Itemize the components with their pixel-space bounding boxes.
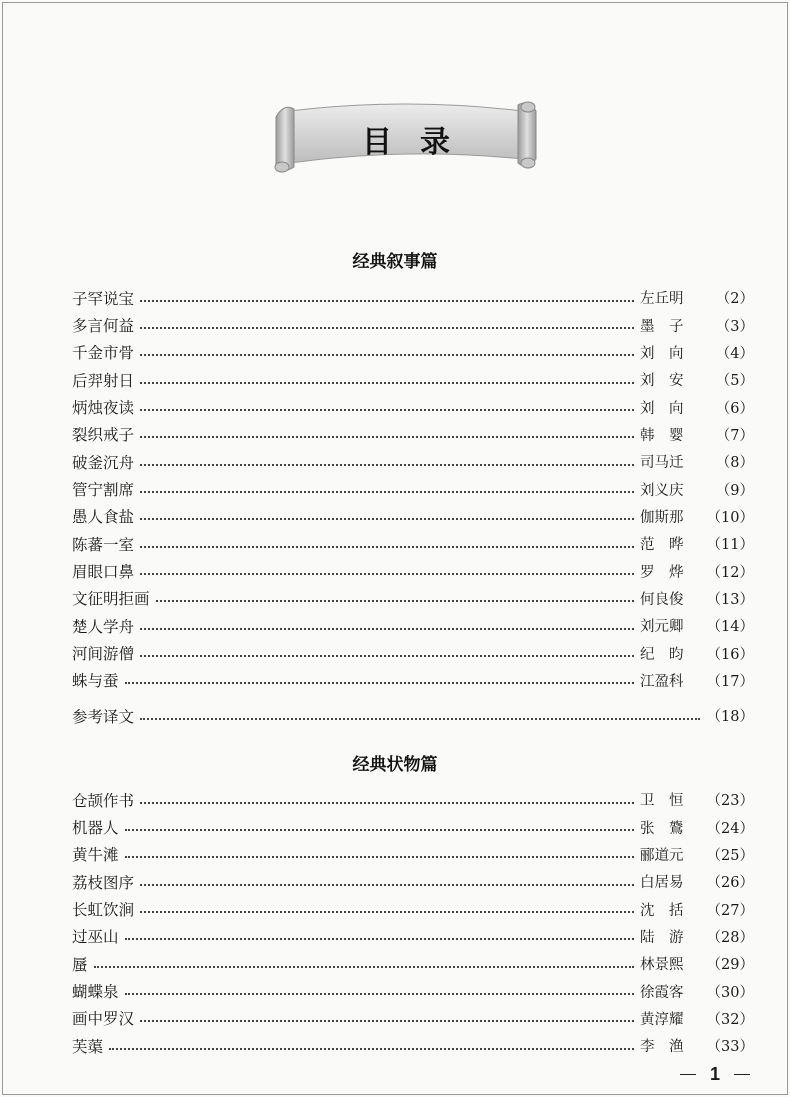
heading-scroll-banner [270, 97, 542, 177]
toc-list-narrative [72, 284, 754, 730]
entry-author: 韩 婴 [640, 427, 684, 444]
toc-list-descriptive [72, 786, 754, 1059]
entry-title: 过巫山 [72, 928, 119, 947]
toc-entry[interactable] [72, 950, 754, 977]
entry-page: （26） [706, 875, 754, 892]
entry-author: 黄淳耀 [640, 1011, 684, 1028]
entry-title: 后羿射日 [72, 371, 135, 390]
section-title-descriptive: 经典状物篇 [352, 755, 438, 775]
entry-author: 陆 游 [640, 929, 684, 946]
dot-leader [125, 856, 634, 858]
toc-entry[interactable] [72, 786, 754, 813]
entry-author: 刘 向 [640, 400, 684, 417]
entry-title: 画中罗汉 [72, 1010, 135, 1029]
dot-leader [140, 518, 634, 520]
dot-leader [140, 546, 634, 548]
toc-entry[interactable] [72, 667, 754, 694]
dot-leader [140, 409, 634, 411]
toc-entry[interactable] [72, 530, 754, 557]
toc-entry[interactable] [72, 1032, 754, 1059]
dot-leader [140, 300, 634, 302]
toc-entry[interactable] [72, 503, 754, 530]
toc-entry-reference[interactable] [72, 702, 754, 729]
entry-author: 李 渔 [640, 1039, 684, 1056]
toc-entry[interactable] [72, 639, 754, 666]
dot-leader [125, 829, 634, 831]
toc-entry[interactable] [72, 895, 754, 922]
entry-page: （13） [706, 591, 754, 608]
dot-leader [94, 966, 634, 968]
entry-title: 长虹饮涧 [72, 901, 135, 920]
entry-author: 刘元卿 [640, 619, 684, 636]
entry-title: 荔枝图序 [72, 873, 135, 892]
dot-leader [140, 1020, 634, 1022]
entry-page: （32） [706, 1011, 754, 1028]
entry-page: （25） [706, 847, 754, 864]
entry-title: 愚人食盐 [72, 508, 135, 527]
entry-title: 管宁割席 [72, 481, 135, 500]
entry-title: 蜃 [72, 955, 88, 974]
entry-page: （10） [706, 509, 754, 526]
entry-title: 眉眼口鼻 [72, 563, 135, 582]
dot-leader [125, 682, 634, 684]
page-title: 目录 [362, 125, 478, 160]
dot-leader [140, 464, 634, 466]
dot-leader [109, 1048, 634, 1050]
toc-entry[interactable] [72, 868, 754, 895]
dot-leader [140, 718, 700, 720]
entry-page: （30） [706, 984, 754, 1001]
entry-author: 何良俊 [640, 591, 684, 608]
entry-title: 河间游僧 [72, 645, 135, 664]
entry-author: 司马迁 [640, 455, 684, 472]
entry-title: 参考译文 [72, 707, 135, 726]
toc-entry[interactable] [72, 475, 754, 502]
entry-author: 徐霞客 [640, 984, 684, 1001]
entry-author: 刘 安 [640, 373, 684, 390]
entry-title: 子罕说宝 [72, 289, 135, 308]
entry-title: 千金市骨 [72, 344, 135, 363]
entry-page: （3） [715, 318, 754, 335]
dot-leader [140, 382, 634, 384]
entry-title: 楚人学舟 [72, 617, 135, 636]
entry-page: （6） [715, 400, 754, 417]
entry-author: 刘 向 [640, 345, 684, 362]
entry-page: （7） [715, 427, 754, 444]
entry-page: （14） [706, 619, 754, 636]
page-number-value: 1 [709, 1064, 720, 1084]
entry-title: 蛛与蚕 [72, 672, 119, 691]
entry-author: 墨 子 [640, 318, 684, 335]
entry-author: 伽斯那 [640, 509, 684, 526]
dot-leader [140, 354, 634, 356]
entry-title: 炳烛夜读 [72, 399, 135, 418]
entry-page: （11） [706, 537, 754, 554]
entry-page: （4） [715, 345, 754, 362]
dot-leader [140, 573, 634, 575]
toc-entry[interactable] [72, 421, 754, 448]
entry-title: 陈蕃一室 [72, 535, 135, 554]
dot-leader [140, 911, 634, 913]
entry-page: （27） [706, 902, 754, 919]
toc-entry[interactable] [72, 841, 754, 868]
entry-page: （17） [706, 673, 754, 690]
entry-page: （28） [706, 929, 754, 946]
toc-entry[interactable] [72, 366, 754, 393]
page-number [680, 1064, 750, 1085]
dot-leader [140, 327, 634, 329]
entry-title: 多言何益 [72, 317, 135, 336]
entry-page: （5） [715, 373, 754, 390]
entry-page: （29） [706, 957, 754, 974]
entry-author: 范 晔 [640, 537, 684, 554]
toc-entry[interactable] [72, 612, 754, 639]
entry-page: （18） [706, 709, 754, 726]
entry-author: 郦道元 [640, 847, 684, 864]
toc-entry[interactable] [72, 311, 754, 338]
toc-entry[interactable] [72, 585, 754, 612]
dot-leader [140, 491, 634, 493]
entry-page: （8） [715, 455, 754, 472]
entry-author: 罗 烨 [640, 564, 684, 581]
page-number-dash-right [734, 1074, 750, 1075]
entry-title: 蝴蝶泉 [72, 983, 119, 1002]
entry-author: 纪 昀 [640, 646, 684, 663]
entry-author: 左丘明 [640, 291, 684, 308]
entry-title: 裂织戒子 [72, 426, 135, 445]
entry-page: （9） [715, 482, 754, 499]
entry-author: 沈 括 [640, 902, 684, 919]
entry-title: 破釜沉舟 [72, 453, 135, 472]
entry-title: 芙蕖 [72, 1037, 104, 1056]
toc-entry[interactable] [72, 1005, 754, 1032]
toc-entry[interactable] [72, 813, 754, 840]
dot-leader [125, 993, 634, 995]
entry-page: （12） [706, 564, 754, 581]
dot-leader [140, 884, 634, 886]
entry-author: 林景熙 [640, 957, 684, 974]
dot-leader [140, 628, 634, 630]
toc-entry[interactable] [72, 393, 754, 420]
toc-entry[interactable] [72, 923, 754, 950]
toc-entry[interactable] [72, 977, 754, 1004]
dot-leader [140, 655, 634, 657]
toc-entry[interactable] [72, 557, 754, 584]
entry-author: 卫 恒 [640, 793, 684, 810]
entry-title: 文征明拒画 [72, 590, 150, 609]
entry-page: （16） [706, 646, 754, 663]
entry-page: （33） [706, 1039, 754, 1056]
entry-page: （23） [706, 793, 754, 810]
section-title-narrative: 经典叙事篇 [352, 252, 438, 272]
entry-title: 机器人 [72, 819, 119, 838]
page-number-dash-left [680, 1074, 696, 1075]
toc-entry[interactable] [72, 284, 754, 311]
toc-entry[interactable] [72, 339, 754, 366]
entry-title: 黄牛滩 [72, 846, 119, 865]
entry-author: 刘义庆 [640, 482, 684, 499]
entry-page: （2） [715, 291, 754, 308]
dot-leader [140, 802, 634, 804]
entry-page: （24） [706, 820, 754, 837]
dot-leader [156, 600, 634, 602]
dot-leader [140, 436, 634, 438]
entry-author: 白居易 [640, 875, 684, 892]
dot-leader [125, 938, 634, 940]
toc-entry[interactable] [72, 448, 754, 475]
entry-author: 江盈科 [640, 673, 684, 690]
entry-title: 仓颉作书 [72, 791, 135, 810]
entry-author: 张 鷟 [640, 820, 684, 837]
